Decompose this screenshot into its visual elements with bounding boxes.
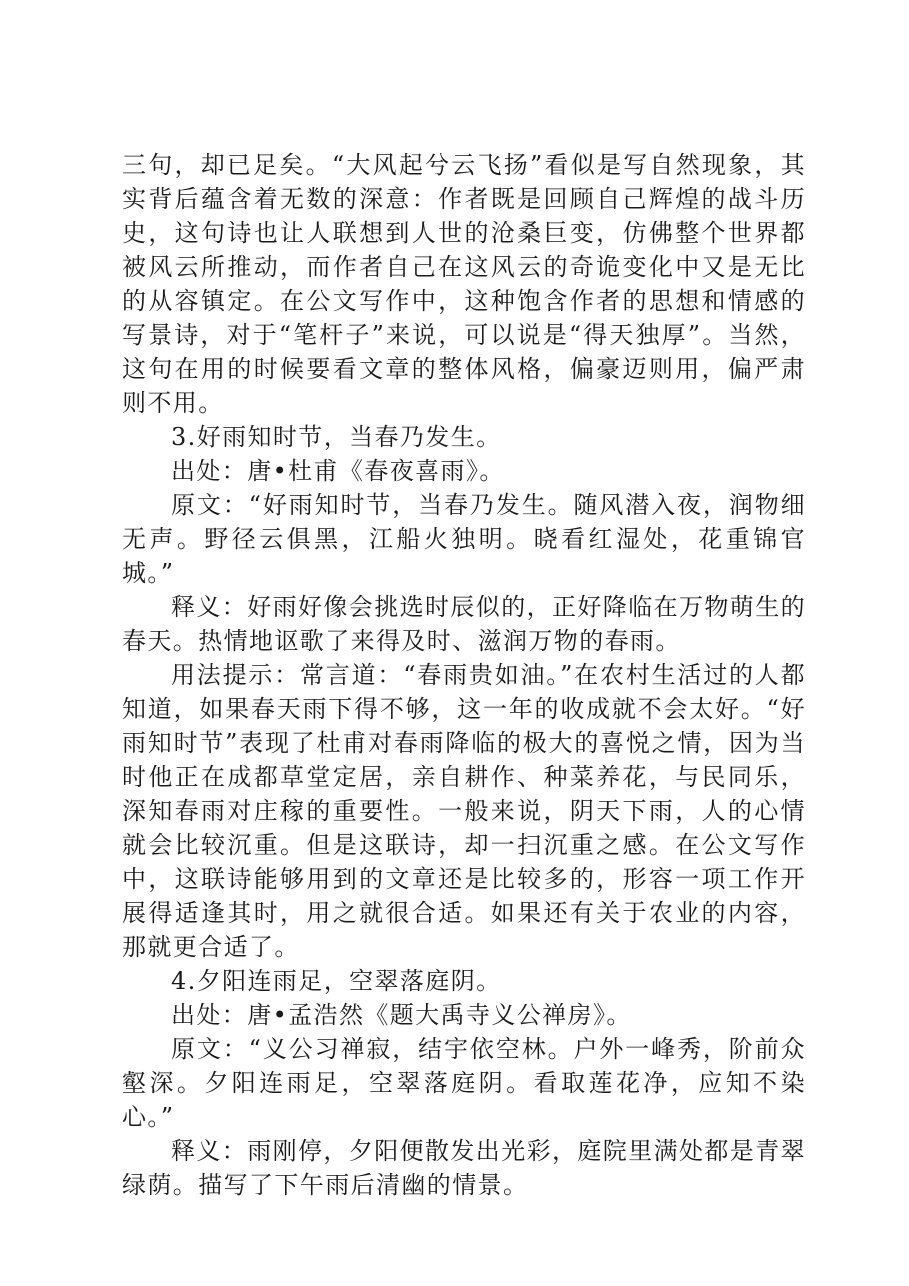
usage-tip-paragraph-3: 用法提示：常言道：“春雨贵如油。”在农村生活过的人都知道，如果春天雨下得不够，这一年的收成就不会太好。“好雨知时节”表现了杜甫对春雨降临的极大的喜悦之情，因为当时他正在成都草堂定居，亲自耕作、种菜养花，与民同乐，深知春雨对庄稼的重要性。一般来说，阴天下雨，人的心情就会比较沉重。但是这联诗，却一扫沉重之感。在公文写作中，这联诗能够用到的文章还是比较多的，形容一项工作开展得适逢其时，用之就很合适。如果还有关于农业的内容，那就更合适了。: [122, 661, 806, 961]
document-body: [122, 148, 806, 1202]
meaning-paragraph-4: 释义：雨刚停，夕阳便散发出光彩，庭院里满处都是青翠绿荫。描写了下午雨后清幽的情景。: [122, 1137, 806, 1199]
original-text-paragraph-4: 原文：“义公习禅寂，结宇依空林。户外一峰秀，阶前众壑深。夕阳连雨足，空翠落庭阴。看取莲花净，应知不染心。”: [122, 1035, 806, 1131]
original-text-paragraph-3: 原文：“好雨知时节，当春乃发生。随风潜入夜，润物细无声。野径云俱黑，江船火独明。晓看红湿处，花重锦官城。”: [122, 491, 806, 587]
poem-heading-4: 4.夕阳连雨足，空翠落庭阴。: [171, 967, 502, 995]
poem-heading-3: 3.好雨知时节，当春乃发生。: [171, 423, 502, 451]
meaning-paragraph-3: 释义：好雨好像会挑选时辰似的，正好降临在万物萌生的春天。热情地讴歌了来得及时、滋润万物的春雨。: [122, 593, 806, 655]
continuation-paragraph: 三句，却已足矣。“大风起兮云飞扬”看似是写自然现象，其实背后蕴含着无数的深意：作者既是回顾自己辉煌的战斗历史，这句诗也让人联想到人世的沧桑巨变，仿佛整个世界都被风云所推动，而作者自己在这风云的奇诡变化中又是无比的从容镇定。在公文写作中，这种饱含作者的思想和情感的写景诗，对于“笔杆子”来说，可以说是“得天独厚”。当然，这句在用的时候要看文章的整体风格，偏豪迈则用，偏严肃则不用。: [122, 151, 806, 417]
source-paragraph-4: 出处：唐•孟浩然《题大禹寺义公禅房》。: [171, 1001, 632, 1029]
source-paragraph-3: 出处：唐•杜甫《春夜喜雨》。: [171, 457, 505, 485]
